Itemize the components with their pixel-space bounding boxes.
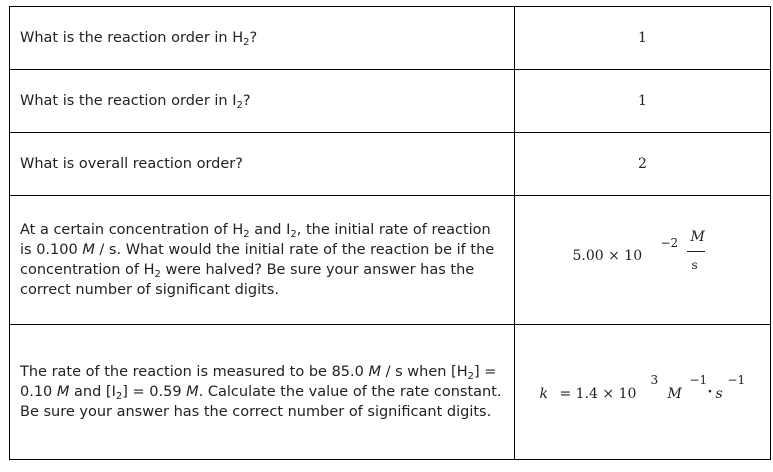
question-text: and [I (69, 384, 116, 400)
answer-cell (515, 7, 771, 70)
question-text: , the initial rate of reaction is 0.100 (20, 222, 491, 258)
coefficient: = 1.4 × 10 (559, 386, 637, 402)
subscript: 2 (243, 229, 250, 240)
unit-italic: M (368, 364, 381, 380)
multiply-dot: · (707, 384, 713, 400)
answer-expression (573, 228, 713, 288)
question-answer-table (9, 6, 771, 460)
question-text: . Calculate the value of the rate constant. Be sure your answer has the correct number of significant digits. (20, 384, 502, 420)
exponent: 3 (650, 373, 659, 387)
question-text: What is the reaction order in I (20, 93, 237, 109)
subscript: 2 (115, 391, 123, 402)
table-row (10, 70, 771, 133)
unit-numerator: M (690, 229, 705, 245)
exponent: −1 (727, 373, 746, 387)
answer-expression (540, 372, 746, 408)
table-row (10, 325, 771, 460)
question-text: and I (249, 222, 291, 238)
question-text: ] = 0.10 (20, 364, 497, 400)
question-text: ] = 0.59 (122, 384, 187, 400)
answer-value: 2 (638, 156, 647, 172)
question-text: / s when [H (381, 364, 468, 380)
question-cell (10, 133, 515, 196)
unit-molarity: M (667, 386, 682, 402)
answer-cell (515, 70, 771, 133)
subscript: 2 (154, 269, 161, 280)
answer-cell (515, 325, 771, 460)
question-cell (10, 7, 515, 70)
question-cell (10, 196, 515, 325)
question-text: ? (249, 30, 258, 46)
coefficient: 5.00 × 10 (572, 248, 643, 264)
subscript: 2 (467, 371, 474, 382)
table-row (10, 196, 771, 325)
subscript: 2 (236, 100, 243, 111)
unit-italic: M (56, 384, 70, 400)
subscript: 2 (290, 229, 297, 240)
question-text: What is the reaction order in H (20, 30, 244, 46)
question-text: What is overall reaction order? (20, 156, 243, 172)
question-cell (10, 325, 515, 460)
rate-constant-symbol: k (539, 386, 548, 402)
table-row (10, 133, 771, 196)
subscript: 2 (243, 37, 250, 48)
unit-italic: M (186, 384, 199, 400)
question-text: / s. What would the initial rate of the reaction be if the concentration of H (20, 242, 495, 278)
fraction-bar (687, 251, 705, 252)
unit-denominator: s (691, 258, 698, 272)
question-text: were halved? Be sure your answer has the correct number of significant digits. (20, 262, 475, 298)
answer-value: 1 (638, 93, 647, 109)
question-text: The rate of the reaction is measured to be 85.0 (20, 364, 369, 380)
exponent: −2 (660, 236, 679, 250)
question-cell (10, 70, 515, 133)
question-text: At a certain concentration of H (20, 222, 244, 238)
question-text: ? (242, 93, 251, 109)
unit-seconds: s (715, 386, 723, 402)
answer-value: 1 (638, 30, 647, 46)
exponent: −1 (689, 373, 708, 387)
answer-cell (515, 196, 771, 325)
answer-cell (515, 133, 771, 196)
unit-italic: M (82, 242, 95, 258)
table-row (10, 7, 771, 70)
